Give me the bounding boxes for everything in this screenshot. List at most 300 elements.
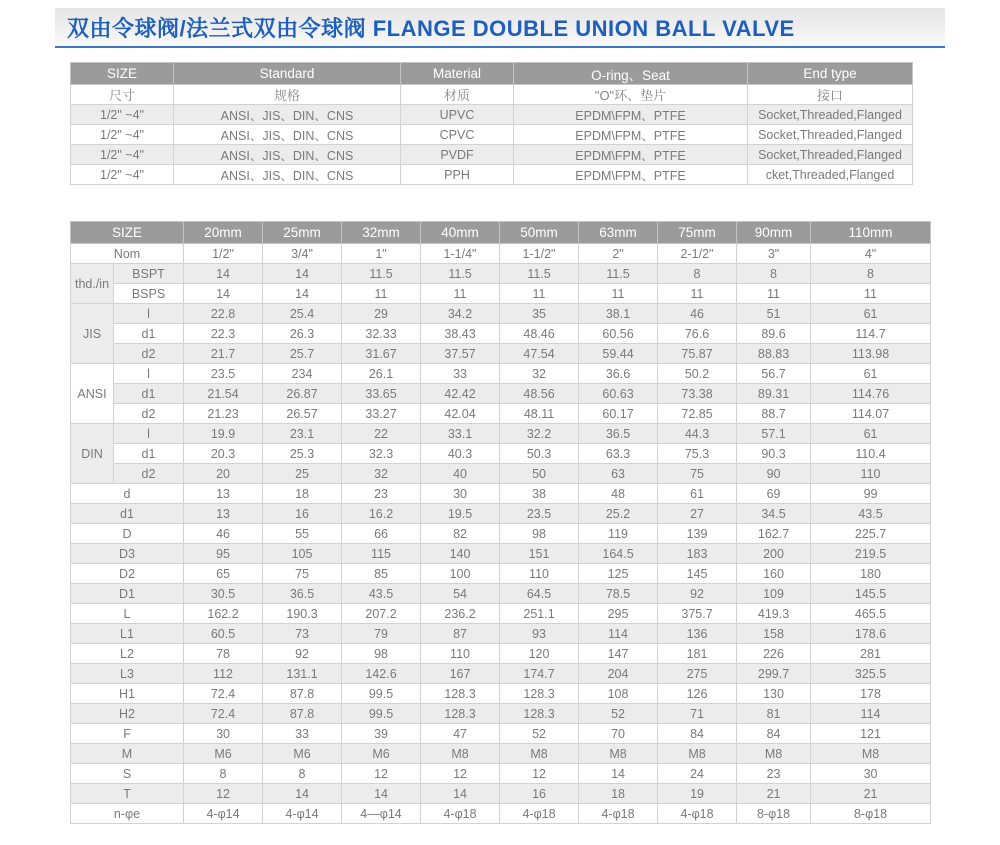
- dim-cell: 75.3: [658, 444, 737, 464]
- dim-cell: 60.63: [579, 384, 658, 404]
- dim-cell: 11: [737, 284, 811, 304]
- dim-cell: 158: [737, 624, 811, 644]
- dim-row: [71, 404, 931, 424]
- dim-cell: 11: [811, 284, 931, 304]
- dim-cell: 43.5: [342, 584, 421, 604]
- dim-cell: 251.1: [500, 604, 579, 624]
- dim-cell: 8: [184, 764, 263, 784]
- dim-cell: 60.56: [579, 324, 658, 344]
- dim-cell: 13: [184, 504, 263, 524]
- dim-cell: 50: [500, 464, 579, 484]
- dim-cell: M8: [500, 744, 579, 764]
- page-title-bar: [55, 8, 945, 48]
- dim-cell: 99.5: [342, 684, 421, 704]
- dim-cell: 18: [579, 784, 658, 804]
- dim-cell: 19.5: [421, 504, 500, 524]
- dim-cell: 14: [263, 784, 342, 804]
- dim-cell: 110: [421, 644, 500, 664]
- dim-cell: 36.5: [579, 424, 658, 444]
- dim-cell: 52: [579, 704, 658, 724]
- dim-row-label: D1: [71, 584, 184, 604]
- dim-cell: 164.5: [579, 544, 658, 564]
- dim-cell: 325.5: [811, 664, 931, 684]
- dim-cell: 151: [500, 544, 579, 564]
- dim-cell: 226: [737, 644, 811, 664]
- dim-cell: 3": [737, 244, 811, 264]
- dim-cell: 98: [500, 524, 579, 544]
- dim-row-label: L1: [71, 624, 184, 644]
- dim-cell: 14: [342, 784, 421, 804]
- dim-cell: 64.5: [500, 584, 579, 604]
- dim-cell: 33.27: [342, 404, 421, 424]
- dim-cell: 26.1: [342, 364, 421, 384]
- dim-cell: 81: [737, 704, 811, 724]
- dim-row: [71, 364, 931, 384]
- dim-cell: 87: [421, 624, 500, 644]
- dim-column-header: 40mm: [421, 222, 500, 244]
- dim-cell: 128.3: [421, 684, 500, 704]
- dim-cell: 21: [811, 784, 931, 804]
- dim-cell: 36.6: [579, 364, 658, 384]
- dim-group-label: thd./in: [71, 264, 114, 304]
- dim-cell: 8: [737, 264, 811, 284]
- dim-cell: 113.98: [811, 344, 931, 364]
- dim-row: [71, 304, 931, 324]
- spec-column-header: End type: [748, 63, 913, 85]
- dim-cell: 167: [421, 664, 500, 684]
- dim-row-label: L2: [71, 644, 184, 664]
- dim-cell: 32.2: [500, 424, 579, 444]
- dim-cell: 84: [737, 724, 811, 744]
- dim-cell: 299.7: [737, 664, 811, 684]
- dim-cell: 47.54: [500, 344, 579, 364]
- dim-cell: 8: [658, 264, 737, 284]
- spec-cell: UPVC: [401, 105, 514, 125]
- dim-cell: 4-φ14: [184, 804, 263, 824]
- dim-cell: 11.5: [342, 264, 421, 284]
- dim-cell: 183: [658, 544, 737, 564]
- dim-cell: 89.31: [737, 384, 811, 404]
- dim-cell: 75: [658, 464, 737, 484]
- dim-cell: 2-1/2": [658, 244, 737, 264]
- dim-cell: 73.38: [658, 384, 737, 404]
- dim-cell: 27: [658, 504, 737, 524]
- dim-cell: 24: [658, 764, 737, 784]
- dim-cell: 99: [811, 484, 931, 504]
- dim-cell: 37.57: [421, 344, 500, 364]
- dim-cell: 60.17: [579, 404, 658, 424]
- dim-cell: 147: [579, 644, 658, 664]
- dim-cell: 60.5: [184, 624, 263, 644]
- dim-cell: 110: [811, 464, 931, 484]
- dim-cell: 26.3: [263, 324, 342, 344]
- dim-row-label: d1: [114, 444, 184, 464]
- dim-cell: 8-φ18: [737, 804, 811, 824]
- dim-cell: 200: [737, 544, 811, 564]
- dim-cell: 130: [737, 684, 811, 704]
- dim-cell: 3/4": [263, 244, 342, 264]
- dim-cell: 21: [737, 784, 811, 804]
- dim-row-label: l: [114, 304, 184, 324]
- dim-cell: 38.43: [421, 324, 500, 344]
- dim-row: [71, 344, 931, 364]
- dim-cell: 61: [811, 364, 931, 384]
- dim-cell: 2": [579, 244, 658, 264]
- dim-cell: 73: [263, 624, 342, 644]
- dim-row-label: d1: [71, 504, 184, 524]
- spec-cell: ANSI、JIS、DIN、CNS: [174, 165, 401, 185]
- dim-cell: 22: [342, 424, 421, 444]
- dim-cell: 23: [342, 484, 421, 504]
- page-title: 双由令球阀/法兰式双由令球阀 FLANGE DOUBLE UNION BALL VALVE: [67, 15, 795, 41]
- dim-row-label: Nom: [71, 244, 184, 264]
- dim-row-label: L: [71, 604, 184, 624]
- dim-cell: 4": [811, 244, 931, 264]
- dim-cell: 20.3: [184, 444, 263, 464]
- spec-cell: 1/2" ~4": [71, 145, 174, 165]
- dim-cell: 57.1: [737, 424, 811, 444]
- dim-cell: 14: [579, 764, 658, 784]
- spec-cell: cket,Threaded,Flanged: [748, 165, 913, 185]
- dim-cell: 32: [342, 464, 421, 484]
- dim-cell: 85: [342, 564, 421, 584]
- dim-cell: 11: [342, 284, 421, 304]
- dim-column-header: 50mm: [500, 222, 579, 244]
- dim-row-label: D2: [71, 564, 184, 584]
- dim-row: [71, 444, 931, 464]
- dim-cell: 87.8: [263, 684, 342, 704]
- dim-cell: 34.5: [737, 504, 811, 524]
- dim-column-header: 20mm: [184, 222, 263, 244]
- dim-group-label: JIS: [71, 304, 114, 364]
- dim-cell: 11: [500, 284, 579, 304]
- dim-row: [71, 524, 931, 544]
- dim-row-label: d: [71, 484, 184, 504]
- dim-cell: 16.2: [342, 504, 421, 524]
- dim-cell: 72.85: [658, 404, 737, 424]
- dim-row: [71, 244, 931, 264]
- dim-cell: 136: [658, 624, 737, 644]
- dim-cell: 4-φ18: [579, 804, 658, 824]
- dim-cell: 61: [811, 424, 931, 444]
- dim-cell: 119: [579, 524, 658, 544]
- dim-cell: 55: [263, 524, 342, 544]
- dim-cell: 19.9: [184, 424, 263, 444]
- dim-cell: 178.6: [811, 624, 931, 644]
- dim-cell: 25.4: [263, 304, 342, 324]
- dim-row-label: d2: [114, 464, 184, 484]
- dim-cell: 110.4: [811, 444, 931, 464]
- dim-row: [71, 264, 931, 284]
- dim-cell: 128.3: [421, 704, 500, 724]
- spec-column-subheader: 尺寸: [71, 85, 174, 105]
- spec-cell: ANSI、JIS、DIN、CNS: [174, 125, 401, 145]
- dim-cell: 92: [658, 584, 737, 604]
- dim-row: [71, 724, 931, 744]
- dim-cell: 275: [658, 664, 737, 684]
- dim-cell: 69: [737, 484, 811, 504]
- dim-cell: 30: [811, 764, 931, 784]
- dim-cell: 162.2: [184, 604, 263, 624]
- dim-row: [71, 324, 931, 344]
- dim-cell: 23.1: [263, 424, 342, 444]
- dim-cell: 16: [263, 504, 342, 524]
- dim-cell: 33: [421, 364, 500, 384]
- dim-cell: 88.83: [737, 344, 811, 364]
- dim-header-row: [71, 222, 931, 244]
- dim-cell: 13: [184, 484, 263, 504]
- dim-cell: 78: [184, 644, 263, 664]
- dim-cell: 36.5: [263, 584, 342, 604]
- dim-cell: 8: [263, 764, 342, 784]
- dim-cell: 142.6: [342, 664, 421, 684]
- dim-cell: 65: [184, 564, 263, 584]
- dim-cell: 145.5: [811, 584, 931, 604]
- spec-row: [71, 145, 913, 165]
- dim-cell: 90: [737, 464, 811, 484]
- dim-cell: 87.8: [263, 704, 342, 724]
- dim-cell: 112: [184, 664, 263, 684]
- dim-cell: 48.56: [500, 384, 579, 404]
- dim-cell: 42.42: [421, 384, 500, 404]
- spec-row: [71, 105, 913, 125]
- dim-cell: 46: [658, 304, 737, 324]
- dim-cell: 126: [658, 684, 737, 704]
- dim-cell: 174.7: [500, 664, 579, 684]
- dim-cell: 14: [184, 264, 263, 284]
- dim-cell: 139: [658, 524, 737, 544]
- dim-cell: 92: [263, 644, 342, 664]
- dim-cell: 38.1: [579, 304, 658, 324]
- dim-size-header: SIZE: [71, 222, 184, 244]
- dim-cell: 56.7: [737, 364, 811, 384]
- spec-cell: CPVC: [401, 125, 514, 145]
- dim-column-header: 75mm: [658, 222, 737, 244]
- spec-column-header: O-ring、Seat: [514, 63, 748, 85]
- dimension-table-body: [71, 222, 931, 824]
- dim-cell: 72.4: [184, 684, 263, 704]
- dim-cell: 40.3: [421, 444, 500, 464]
- dim-group-label: ANSI: [71, 364, 114, 424]
- dim-row-label: D: [71, 524, 184, 544]
- spec-cell: ANSI、JIS、DIN、CNS: [174, 145, 401, 165]
- dim-cell: 207.2: [342, 604, 421, 624]
- spec-cell: Socket,Threaded,Flanged: [748, 105, 913, 125]
- dim-row-label: F: [71, 724, 184, 744]
- dim-cell: 26.87: [263, 384, 342, 404]
- dim-cell: 40: [421, 464, 500, 484]
- dim-column-header: 63mm: [579, 222, 658, 244]
- dim-cell: 71: [658, 704, 737, 724]
- dim-cell: 30: [184, 724, 263, 744]
- dim-row: [71, 764, 931, 784]
- dim-cell: 12: [500, 764, 579, 784]
- spec-column-header: Material: [401, 63, 514, 85]
- dim-cell: 11: [421, 284, 500, 304]
- dim-cell: 30.5: [184, 584, 263, 604]
- dim-row: [71, 544, 931, 564]
- dim-cell: 46: [184, 524, 263, 544]
- dim-cell: 4—φ14: [342, 804, 421, 824]
- dim-cell: 93: [500, 624, 579, 644]
- dim-cell: 14: [421, 784, 500, 804]
- dim-cell: 375.7: [658, 604, 737, 624]
- dim-row-label: BSPS: [114, 284, 184, 304]
- dim-cell: 98: [342, 644, 421, 664]
- dim-row: [71, 644, 931, 664]
- dim-row: [71, 664, 931, 684]
- dim-cell: M6: [184, 744, 263, 764]
- dim-cell: 75: [263, 564, 342, 584]
- dim-cell: 25.2: [579, 504, 658, 524]
- dim-row: [71, 784, 931, 804]
- dim-cell: 219.5: [811, 544, 931, 564]
- dim-cell: 145: [658, 564, 737, 584]
- dim-cell: 100: [421, 564, 500, 584]
- dim-cell: 33: [263, 724, 342, 744]
- dim-cell: 120: [500, 644, 579, 664]
- dim-cell: 70: [579, 724, 658, 744]
- dim-cell: 32: [500, 364, 579, 384]
- dim-cell: 30: [421, 484, 500, 504]
- dim-cell: 79: [342, 624, 421, 644]
- spec-column-subheader: 接口: [748, 85, 913, 105]
- dim-cell: M8: [579, 744, 658, 764]
- dim-cell: M6: [263, 744, 342, 764]
- spec-row: [71, 165, 913, 185]
- spec-cell: EPDM\FPM、PTFE: [514, 125, 748, 145]
- dim-cell: 1-1/2": [500, 244, 579, 264]
- dim-row-label: H1: [71, 684, 184, 704]
- dim-cell: 33.1: [421, 424, 500, 444]
- dim-row: [71, 384, 931, 404]
- dim-cell: 11.5: [579, 264, 658, 284]
- dim-cell: 128.3: [500, 684, 579, 704]
- dim-cell: 59.44: [579, 344, 658, 364]
- dim-cell: 4-φ18: [421, 804, 500, 824]
- dim-cell: 125: [579, 564, 658, 584]
- dim-cell: 8-φ18: [811, 804, 931, 824]
- dim-cell: 162.7: [737, 524, 811, 544]
- dim-cell: 48: [579, 484, 658, 504]
- dim-cell: 114: [811, 704, 931, 724]
- dim-cell: 42.04: [421, 404, 500, 424]
- dim-row: [71, 804, 931, 824]
- dim-cell: M6: [342, 744, 421, 764]
- spec-table-body: [71, 63, 913, 185]
- dim-cell: 181: [658, 644, 737, 664]
- dim-cell: 114: [579, 624, 658, 644]
- dim-cell: 82: [421, 524, 500, 544]
- dim-cell: 12: [342, 764, 421, 784]
- dim-cell: 18: [263, 484, 342, 504]
- dim-cell: 48.11: [500, 404, 579, 424]
- spec-column-subheader: 规格: [174, 85, 401, 105]
- spec-cell: 1/2" ~4": [71, 125, 174, 145]
- dim-row: [71, 684, 931, 704]
- dim-cell: M8: [421, 744, 500, 764]
- dim-cell: 19: [658, 784, 737, 804]
- dim-cell: 66: [342, 524, 421, 544]
- dim-cell: 12: [421, 764, 500, 784]
- dim-cell: 78.5: [579, 584, 658, 604]
- dim-cell: 72.4: [184, 704, 263, 724]
- dim-cell: 14: [263, 264, 342, 284]
- dim-cell: 11.5: [421, 264, 500, 284]
- dim-cell: 115: [342, 544, 421, 564]
- spec-cell: EPDM\FPM、PTFE: [514, 165, 748, 185]
- dim-cell: 11: [658, 284, 737, 304]
- dim-cell: 160: [737, 564, 811, 584]
- spec-cell: PVDF: [401, 145, 514, 165]
- dim-cell: 14: [263, 284, 342, 304]
- dim-row: [71, 624, 931, 644]
- dim-row: [71, 484, 931, 504]
- dim-cell: 128.3: [500, 704, 579, 724]
- dim-row: [71, 464, 931, 484]
- dim-cell: 190.3: [263, 604, 342, 624]
- dim-cell: 48.46: [500, 324, 579, 344]
- catalog-page: [0, 8, 1000, 845]
- dim-cell: 31.67: [342, 344, 421, 364]
- dim-cell: 32.3: [342, 444, 421, 464]
- dim-cell: 76.6: [658, 324, 737, 344]
- dim-cell: 1": [342, 244, 421, 264]
- dim-row: [71, 604, 931, 624]
- spec-column-subheader: 材质: [401, 85, 514, 105]
- dim-cell: 99.5: [342, 704, 421, 724]
- dim-cell: 63.3: [579, 444, 658, 464]
- dim-cell: 295: [579, 604, 658, 624]
- dim-row: [71, 504, 931, 524]
- dim-cell: 114.7: [811, 324, 931, 344]
- dim-cell: 23.5: [500, 504, 579, 524]
- dim-cell: 21.23: [184, 404, 263, 424]
- dim-column-header: 110mm: [811, 222, 931, 244]
- dim-cell: 35: [500, 304, 579, 324]
- dim-cell: 109: [737, 584, 811, 604]
- dim-cell: 54: [421, 584, 500, 604]
- dim-cell: 1/2": [184, 244, 263, 264]
- dim-cell: 61: [811, 304, 931, 324]
- dim-cell: 180: [811, 564, 931, 584]
- spec-table: [70, 62, 913, 185]
- dim-group-label: DIN: [71, 424, 114, 484]
- dim-row: [71, 284, 931, 304]
- dim-cell: 140: [421, 544, 500, 564]
- dim-row-label: M: [71, 744, 184, 764]
- dim-cell: 51: [737, 304, 811, 324]
- dim-cell: 88.7: [737, 404, 811, 424]
- spec-cell: EPDM\FPM、PTFE: [514, 105, 748, 125]
- dim-cell: 465.5: [811, 604, 931, 624]
- dim-cell: 50.3: [500, 444, 579, 464]
- dim-cell: 25.3: [263, 444, 342, 464]
- dim-cell: 234: [263, 364, 342, 384]
- spec-subheader-row: [71, 85, 913, 105]
- spec-cell: Socket,Threaded,Flanged: [748, 125, 913, 145]
- dim-row: [71, 704, 931, 724]
- dim-cell: 43.5: [811, 504, 931, 524]
- dim-cell: 281: [811, 644, 931, 664]
- dim-cell: 114.07: [811, 404, 931, 424]
- dim-cell: 33.65: [342, 384, 421, 404]
- dim-cell: 89.6: [737, 324, 811, 344]
- dim-cell: 131.1: [263, 664, 342, 684]
- dim-cell: 114.76: [811, 384, 931, 404]
- spec-column-header: SIZE: [71, 63, 174, 85]
- dim-cell: 22.3: [184, 324, 263, 344]
